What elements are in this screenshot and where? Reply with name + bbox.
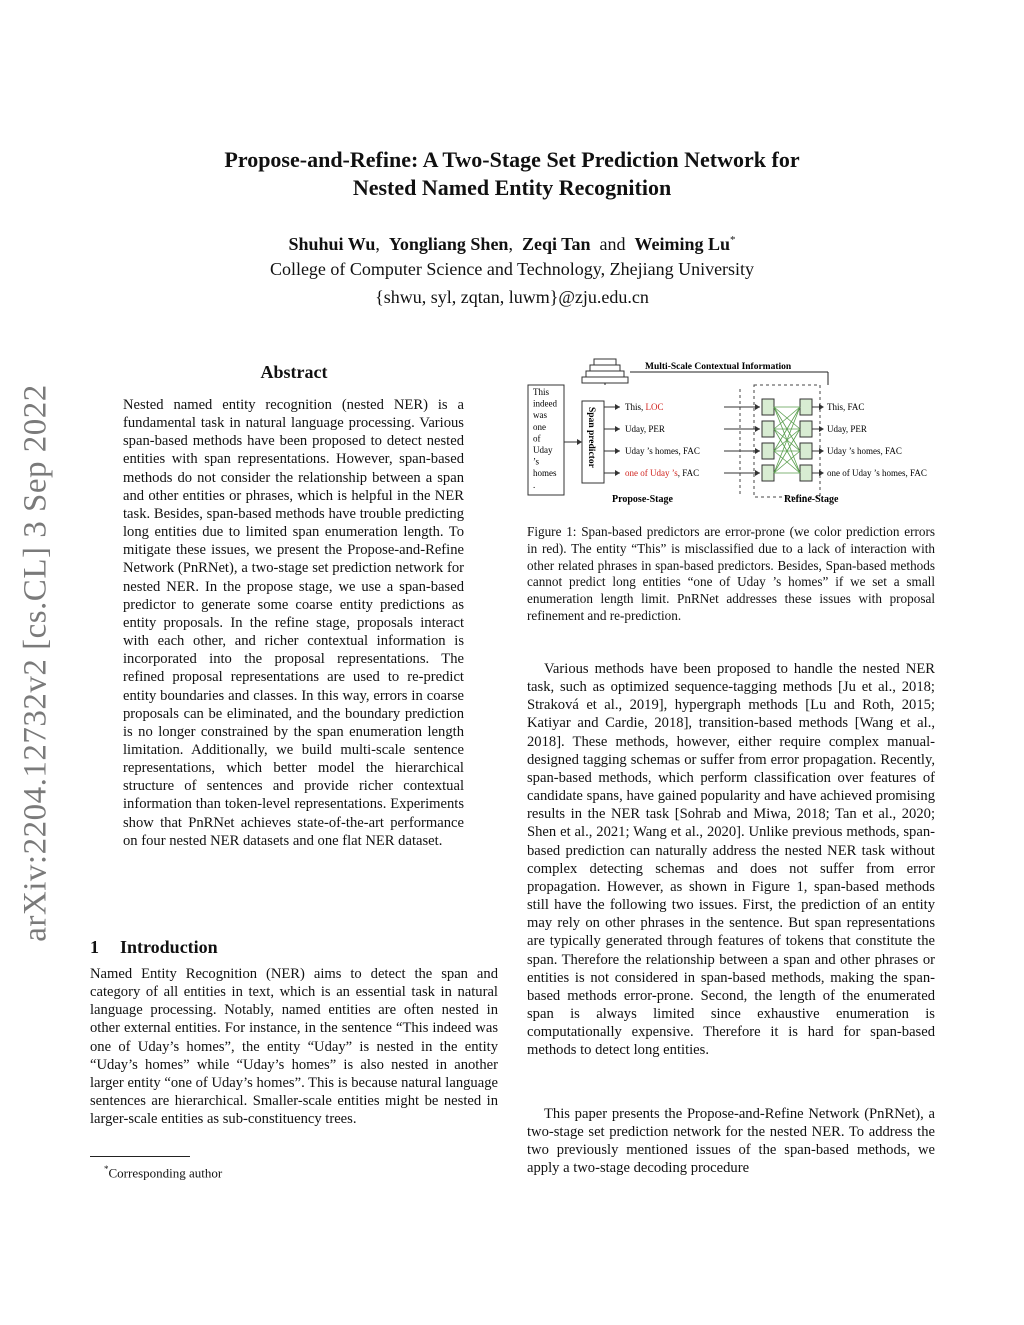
refined-box [800,465,812,481]
proposal-box [762,421,774,437]
stage-arrowhead [755,448,760,454]
sentence-token: one [533,421,546,432]
stage-arrowhead [755,426,760,432]
paper-title-line-2: Nested Named Entity Recognition [352,175,672,200]
propose-item: Uday, PER [625,424,665,434]
proposal-box [762,465,774,481]
refine-item: Uday ’s homes, FAC [827,446,902,456]
refined-box [800,421,812,437]
span-predictor-label: Span predictor [586,407,596,468]
author-list [120,229,904,255]
section-title: Introduction [120,937,218,957]
output-arrowhead [819,470,824,476]
corresponding-mark: * [730,234,736,246]
intro-paragraph-2: Various methods have been proposed to handle the nested NER task, such as optimized sequence-tagging methods [Ju et al., 2018; Straková et al., 2019], hypergraph methods [Lu and Roth, 2015; Katiyar and Cardie, 2018], transition-based methods [Wang et al., 2018]. These methods, however, either require complex manual-designed tagging schemas or suffer from error propagation. Recently, span-based methods, which perform classification over features of candidate spans, have gained popularity and have achieved promising results in the NER task [Sohrab and Miwa, 2018; Tan et al., 2020; Shen et al., 2021; Wang et al., 2020]. Unlike previous methods, span-based prediction can naturally address the nested NER task without complex detecting schemas and does not suffer from error propagation. However, as shown in Figure 1, span-based methods still have the following two issues. First, the prediction of an entity may rely on other phrases in the sentence. But span representations are typically generated through features of tokens that constitute the span. Therefore the relationship between a span and other phrases or entities is not considered in span-based methods, making the span-based methods error-prone. Second, the length of the enumerated span is always limited since exhaustive enumeration is computationally expensive. Therefore it is hard for span-based methods to detect long entities. [527,661,935,1059]
section-number: 1 [90,937,99,957]
sentence-token: indeed [533,398,557,409]
propose-stage-label: Propose-Stage [612,494,673,505]
author-2: Yongliang Shen [388,234,509,254]
author-and: and [599,234,626,254]
footnote-mark: * [104,1164,109,1174]
proposal-box [762,443,774,459]
author-3: Zeqi Tan [521,234,591,254]
predictor-arrowhead [615,426,620,432]
arxiv-stamp [16,366,56,960]
propose-predictions [604,402,760,478]
refine-item: one of Uday ’s homes, FAC [827,468,927,478]
section-heading-introduction [90,937,218,958]
sentence-token: homes [533,468,557,479]
sentence-token: of [533,433,541,444]
author-4: Weiming Lu [634,234,731,254]
footnote [90,1161,222,1181]
author-separator: , [508,234,513,254]
refine-module [762,379,927,481]
predictor-arrowhead [615,404,620,410]
affiliation: College of Computer Science and Technology, Zhejiang University [269,259,755,279]
sentence-token: was [533,410,547,421]
author-emails: {shwu, syl, zqtan, luwm}@zju.edu.cn [375,287,649,307]
arxiv-stamp-text: arXiv:2204.12732v2 [cs.CL] 3 Sep 2022 [17,384,54,942]
paper-title-line-1: Propose-and-Refine: A Two-Stage Set Prediction Network for [224,147,800,172]
sentence-token: ’s [533,456,540,467]
refined-box [800,399,812,415]
sentence-token: This [533,387,550,397]
intro-paragraph-3: This paper presents the Propose-and-Refine Network (PnRNet), a two-stage set prediction network for the nested NER. To address the two previously mentioned issues of the span-based methods, we apply a two-stage decoding procedure [527,1106,935,1177]
propose-item: one of Uday ’s, FAC [625,468,700,478]
output-arrowhead [819,426,824,432]
sentence-token: Uday [533,445,553,455]
predictor-arrowhead [615,470,620,476]
refined-box [800,443,812,459]
author-1: Shuhui Wu [288,234,376,254]
refine-item: Uday, PER [827,424,867,434]
multi-scale-stack-icon [582,359,628,383]
author-separator: , [375,234,380,254]
footnote-text: Corresponding author [108,1165,223,1181]
predictor-arrowhead [615,448,620,454]
propose-item: This, LOC [625,402,664,412]
footnote-rule [90,1156,190,1157]
stage-arrowhead [755,404,760,410]
refine-item: This, FAC [827,402,865,412]
refine-stage-label: Refine-Stage [784,494,839,505]
figure-top-label: Multi-Scale Contextual Information [645,362,792,372]
paper-title [120,146,904,202]
proposal-box [762,399,774,415]
stage-arrowhead [755,470,760,476]
output-arrowhead [819,404,824,410]
figure-1-caption: Figure 1: Span-based predictors are error-prone (we color prediction errors in red). The entity “This” is misclassified due to a lack of interaction with other related phrases in span-based predictors. Besides, Span-based methods cannot predict long entities “one of Uday ’s homes” if we set a small enumeration length limit. PnRNet addresses these issues with proposal refinement and re-prediction. [527,524,935,623]
abstract-body: Nested named entity recognition (nested NER) is a fundamental task in natural language processing. Various span-based methods have been proposed to detect nested entities with span representations. However, span-based methods do not consider the relationship between a span and other entities or phrases, which is helpful in the NER task. Besides, span-based methods have trouble predicting long entities due to limited span enumeration length. To mitigate these issues, we present the Propose-and-Refine Network (PnRNet), a two-stage set prediction network for nested NER. In the propose stage, we use a span-based predictor to generate some coarse entity predictions as entity proposals. In the refine stage, proposals interact with each other, and richer contextual information is incorporated into the proposal representations. The refined proposal representations are used to re-predict entity boundaries and classes. In this way, errors in coarse proposals can be eliminated, and the boundary prediction is no longer constrained by the span enumeration length limitation. Additionally, we build multi-scale sentence representations, which better model the hierarchical structure of sentences and provide richer contextual information than token-level representations. Experiments show that PnRNet achieves state-of-the-art performance on four nested NER datasets and one flat NER dataset. [123,397,464,849]
sentence-token: . [533,479,536,490]
figure-1-diagram [526,355,936,515]
intro-paragraph-1: Named Entity Recognition (NER) aims to detect the span and category of all entities in text, which is an essential task in natural language processing. Notably, named entities are often nested in other external entities. For instance, in the sentence “This indeed was one of Uday’s homes”, the entity “Uday” is nested in the entity “Uday’s homes” while “Uday’s homes” is also nested in another larger entity “one of Uday’s homes”. This is because natural language sentences are hierarchical. Smaller-scale entities might be nested in larger-scale entities as sub-constituency trees. [90,966,498,1128]
propose-item: Uday ’s homes, FAC [625,446,700,456]
output-arrowhead [819,448,824,454]
abstract-heading: Abstract [260,362,328,382]
